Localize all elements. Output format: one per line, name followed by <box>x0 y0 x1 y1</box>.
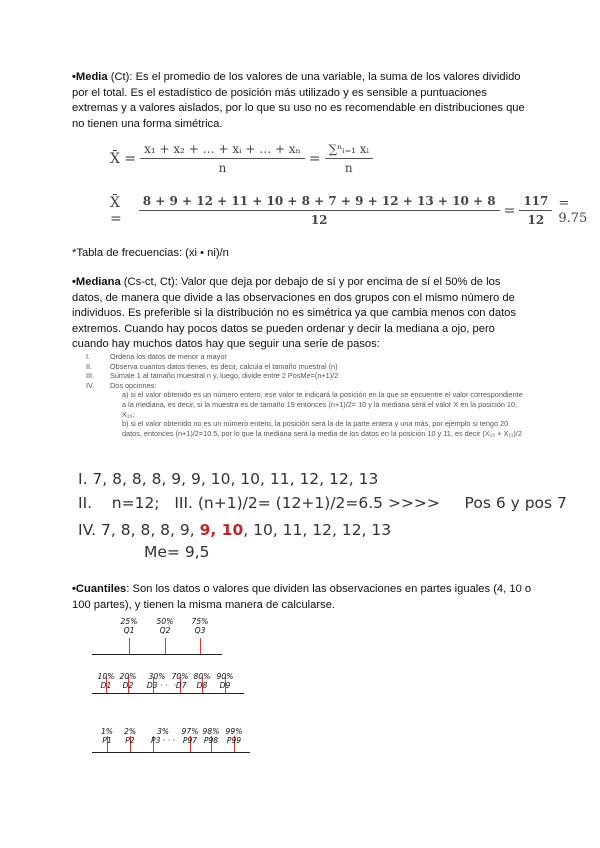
cuantiles-text: : Son los datos o valores que dividen las observaciones en partes iguales (4, 10 o 100 partes), y tienen la misma manera de calcularse. <box>72 583 532 611</box>
median-step: I. Ordena los datos de menor a mayor <box>86 352 227 361</box>
decile-label: 20% D2 <box>119 672 137 690</box>
example-line-3-highlight: 9, 10 <box>199 521 244 539</box>
mean-example-result-fraction <box>519 194 552 227</box>
quartile-label: 75% Q3 <box>191 617 209 635</box>
mean-example-equals: = <box>503 202 516 219</box>
example-line-1: I. 7, 8, 8, 8, 9, 9, 10, 10, 11, 12, 12, 13 <box>78 470 379 488</box>
mean-formula-sum-numerator: ∑ⁿᵢ₌₁ xᵢ <box>325 142 373 159</box>
quartile-tick <box>165 638 166 654</box>
example-line-2: II. n=12; III. (n+1)/2= (12+1)/2=6.5 >>>> Pos 6 y pos 7 <box>78 494 567 512</box>
percentile-label: 3% P3 · · · <box>151 727 175 745</box>
mean-example-result: = 9.75 <box>558 195 588 226</box>
mean-formula <box>110 142 377 175</box>
percentile-label: 97% P97 <box>181 727 199 745</box>
media-paragraph <box>72 70 532 132</box>
mediana-term: •Mediana <box>72 276 121 288</box>
example-line-3-end: , 10, 11, 12, 12, 13 <box>243 521 392 539</box>
mean-formula-sum-denominator: n <box>344 161 353 175</box>
cuantiles-term: •Cuantiles <box>72 583 127 595</box>
mediana-paragraph <box>72 275 532 353</box>
quartile-label: 25% Q1 <box>120 617 138 635</box>
median-option-a: a) si el valor obtenido es un número entero, ese valor te indicará la posición en la que se encuentre el valor correspondiente a la mediana, es decir, si la muestra es de tamaño 19 entonces (n+1)/2= 10 y la mediana será el valor X en la posición 10, X₁₀; <box>122 390 523 419</box>
mean-example-formula <box>110 194 600 227</box>
mean-formula-numerator: x₁ + x₂ + … + xᵢ + … + xₙ <box>140 142 305 159</box>
mean-example-result-numerator: 117 <box>519 194 552 211</box>
decile-label: 10% D1 <box>97 672 115 690</box>
deciles-axis <box>92 693 244 694</box>
media-term: •Media <box>72 71 108 83</box>
mean-formula-equals: = <box>308 150 321 167</box>
mediana-text: (Cs-ct, Ct): Valor que deja por debajo de sí y por encima de sí el 50% de los datos, de manera que divide a las observaciones en dos grupos con el mismo número de individuos. Es preferible si la distribución no es simétrica ya que cambia menos con datos extremos. Cuando hay pocos datos se pueden ordenar y decir la mediana a ojo, pero cuando hay muchos datos hay que seguir una serie de pasos: <box>72 276 516 350</box>
mean-example-result-denominator: 12 <box>527 213 545 227</box>
quartiles-axis <box>92 654 222 655</box>
percentile-label: 99% P99 <box>225 727 243 745</box>
mean-formula-fraction <box>140 142 305 175</box>
median-steps-list <box>86 352 526 438</box>
decile-label: 70% ·D7 <box>171 672 189 690</box>
example-line-3 <box>78 521 391 539</box>
mean-example-numerator: 8 + 9 + 12 + 11 + 10 + 8 + 7 + 9 + 12 + 13 + 10 + 8 <box>139 194 500 211</box>
cuantiles-paragraph <box>72 582 532 613</box>
mean-example-fraction <box>139 194 500 227</box>
percentile-label: 98% P98 <box>202 727 220 745</box>
median-step: IV. Dos opciones: <box>86 380 157 390</box>
mean-example-lhs: X̄ = <box>110 194 122 227</box>
mean-formula-sum-fraction <box>325 142 373 175</box>
quartile-label: 50% Q2 <box>156 617 174 635</box>
example-line-3-start: IV. 7, 8, 8, 8, 9, <box>78 521 200 539</box>
mean-formula-lhs: X̄ = <box>110 150 137 167</box>
median-step: III. Súmale 1 al tamaño muestral n y, luego, divide entre 2 PosMe=(n+1)/2 <box>86 371 339 381</box>
percentile-label: 1% P1 <box>100 727 114 745</box>
median-step: II. Observa cuantos datos tienes, es decir, calcula el tamaño muestral (n) <box>86 361 338 371</box>
quartile-tick <box>129 638 130 654</box>
media-text: (Ct): Es el promedio de los valores de una variable, la suma de los valores dividido por el total. Es el estadístico de posición más utilizado y es sensible a puntuaciones extremas y a valores aislados, por lo que su uso no es recomendable en distribuciones que no tienen una forma simétrica. <box>72 71 525 130</box>
decile-label: 80% D8 <box>193 672 211 690</box>
quartile-tick <box>200 638 201 654</box>
median-option-b: b) si el valor obtenido no es un número entero, la posición será la de la parte entera y una más, por ejemplo si tengo 20 datos, entonces (n+1)/2=10.5, por lo que la mediana será la media de los datos en la posición 10 y 11, es decir (X₁₀ + X₁₁)/2 <box>122 419 522 438</box>
percentile-label: 2% P2 <box>123 727 137 745</box>
decile-label: 30% D3 · · <box>146 672 168 690</box>
percentiles-axis <box>92 752 250 753</box>
mean-example-denominator: 12 <box>310 213 328 227</box>
mean-formula-denominator: n <box>218 161 227 175</box>
frequency-table-note: *Tabla de frecuencias: (xi • ni)/n <box>72 247 229 259</box>
decile-label: 90% D9 <box>216 672 234 690</box>
example-median-result: Me= 9,5 <box>144 543 210 561</box>
